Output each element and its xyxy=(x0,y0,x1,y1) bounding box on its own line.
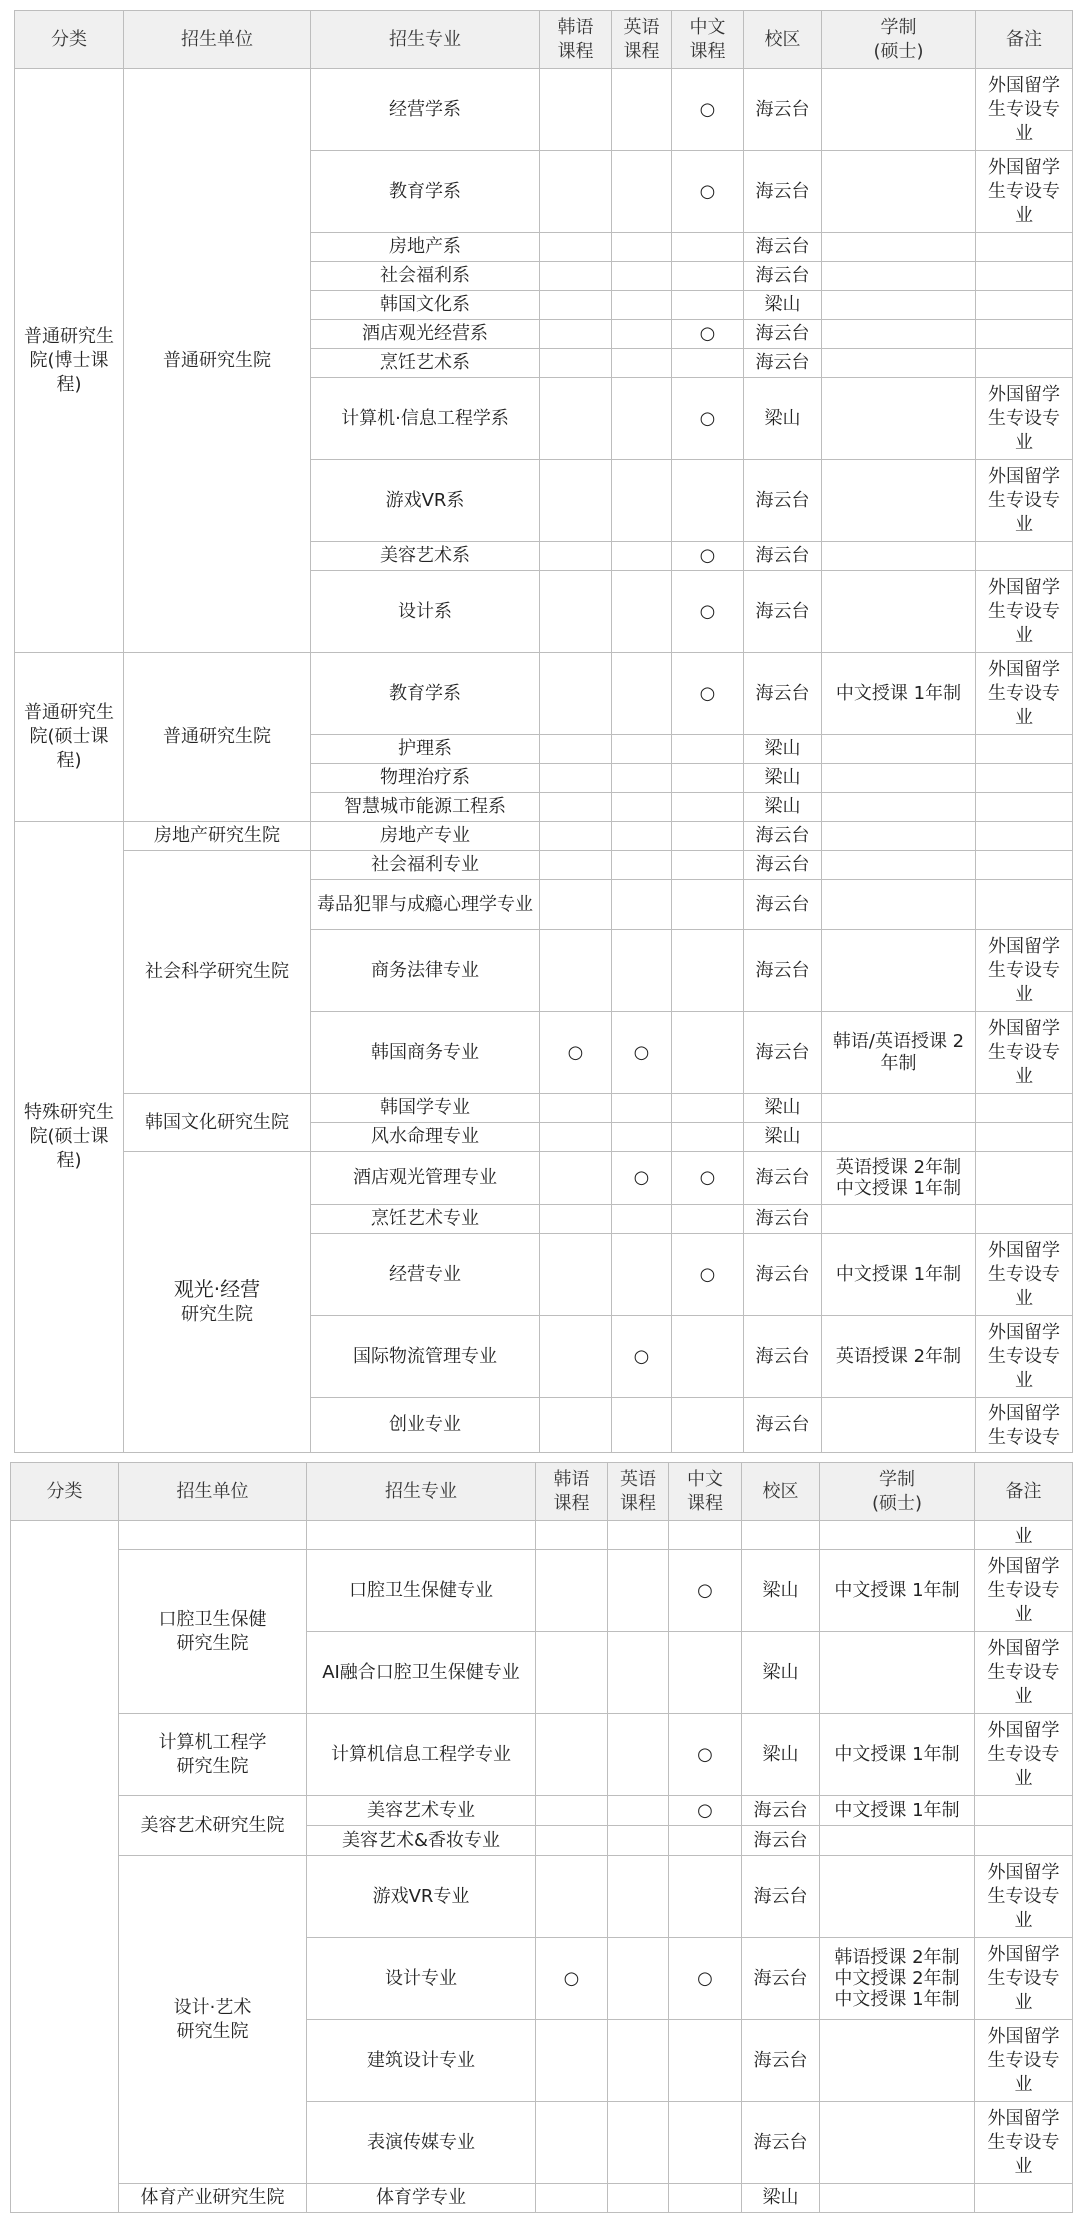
remark-cell: 外国留学生专设专业 xyxy=(976,69,1073,151)
duration-cell xyxy=(822,1152,976,1205)
major-cell: 建筑设计专业 xyxy=(307,2020,536,2102)
major-cell: 游戏VR系 xyxy=(311,460,540,542)
campus-cell: 海云台 xyxy=(744,542,822,571)
campus-cell: 梁山 xyxy=(742,1714,820,1796)
unit-cell: 普通研究生院 xyxy=(124,69,311,653)
program-table-1 xyxy=(14,10,1073,1453)
major-cell: 游戏VR专业 xyxy=(307,1856,536,1938)
header-duration-l1: 学制 xyxy=(880,16,917,38)
remark-cell: 外国留学生专设专业 xyxy=(975,1938,1073,2020)
major-cell: 口腔卫生保健专业 xyxy=(307,1550,536,1632)
english-course-mark: ○ xyxy=(612,1152,672,1205)
header-chinese xyxy=(669,1463,742,1521)
campus-cell: 海云台 xyxy=(744,1234,822,1316)
major-cell: 韩国文化系 xyxy=(311,291,540,320)
major-cell: 毒品犯罪与成瘾心理学专业 xyxy=(311,880,540,930)
duration-line-2: 中文授课 1年制 xyxy=(835,1178,962,1199)
korean-course-mark: ○ xyxy=(540,1012,612,1094)
header-chinese-l2: 课程 xyxy=(689,40,726,62)
major-cell: 韩国商务专业 xyxy=(311,1012,540,1094)
header-korean-l2: 课程 xyxy=(557,40,594,62)
header-english xyxy=(608,1463,669,1521)
header-campus: 校区 xyxy=(742,1463,820,1521)
campus-cell: 海云台 xyxy=(744,851,822,880)
duration-cell: 中文授课 1年制 xyxy=(820,1796,975,1826)
campus-cell: 海云台 xyxy=(744,1205,822,1234)
unit-cell xyxy=(124,1152,311,1453)
campus-cell: 海云台 xyxy=(742,1796,820,1826)
campus-cell: 梁山 xyxy=(744,1123,822,1152)
header-chinese-l1: 中文 xyxy=(687,1468,723,1490)
unit-line-1: 观光·经营 xyxy=(173,1277,261,1301)
duration-line-3: 中文授课 1年制 xyxy=(834,1989,960,2010)
duration-cell: 英语授课 2年制 xyxy=(822,1316,976,1398)
campus-cell: 梁山 xyxy=(742,2184,820,2213)
table-header-row xyxy=(15,11,1073,69)
campus-cell: 梁山 xyxy=(744,764,822,793)
campus-cell: 海云台 xyxy=(744,1316,822,1398)
duration-cell: 中文授课 1年制 xyxy=(820,1714,975,1796)
category-cell: 普通研究生院(博士课程) xyxy=(15,69,124,653)
campus-cell: 海云台 xyxy=(742,1826,820,1856)
major-cell: 计算机信息工程学专业 xyxy=(307,1714,536,1796)
remark-cell: 外国留学生专设专业 xyxy=(975,1632,1073,1714)
category-cell xyxy=(11,1521,119,2213)
major-cell: 创业专业 xyxy=(311,1398,540,1453)
header-korean-l2: 课程 xyxy=(553,1492,590,1514)
campus-cell: 海云台 xyxy=(744,571,822,653)
chinese-course-mark: ○ xyxy=(672,653,744,735)
duration-line-2: 中文授课 2年制 xyxy=(834,1968,960,1989)
major-cell: 物理治疗系 xyxy=(311,764,540,793)
major-cell: 护理系 xyxy=(311,735,540,764)
remark-cell: 外国留学生专设专业 xyxy=(975,1550,1073,1632)
category-cell: 特殊研究生院(硕士课程) xyxy=(15,822,124,1453)
campus-cell: 海云台 xyxy=(742,1938,820,2020)
remark-cell: 外国留学生专设专业 xyxy=(976,1012,1073,1094)
major-cell: 经营专业 xyxy=(311,1234,540,1316)
chinese-course-mark: ○ xyxy=(669,1938,742,2020)
major-cell: 房地产系 xyxy=(311,233,540,262)
header-duration-l2: (硕士) xyxy=(871,1492,923,1514)
header-korean xyxy=(536,1463,608,1521)
table-row xyxy=(11,1796,1073,1826)
chinese-course-mark: ○ xyxy=(672,1234,744,1316)
remark-cell: 外国留学生专设专业 xyxy=(976,460,1073,542)
header-remark: 备注 xyxy=(976,11,1073,69)
unit-cell xyxy=(119,1714,307,1796)
english-course-mark: ○ xyxy=(612,1316,672,1398)
header-duration-l1: 学制 xyxy=(879,1468,915,1490)
major-cell: 设计专业 xyxy=(307,1938,536,2020)
campus-cell: 梁山 xyxy=(744,291,822,320)
header-english-l2: 课程 xyxy=(620,1492,656,1514)
chinese-course-mark: ○ xyxy=(669,1796,742,1826)
unit-cell: 韩国文化研究生院 xyxy=(124,1094,311,1152)
unit-cell xyxy=(119,1550,307,1714)
unit-line-2: 研究生院 xyxy=(176,1755,249,1777)
header-major: 招生专业 xyxy=(311,11,540,69)
table-row xyxy=(11,1550,1073,1632)
major-cell: 烹饪艺术系 xyxy=(311,349,540,378)
table-row xyxy=(11,1714,1073,1796)
chinese-course-mark: ○ xyxy=(672,151,744,233)
campus-cell: 海云台 xyxy=(744,349,822,378)
duration-cell xyxy=(820,1938,975,2020)
header-major: 招生专业 xyxy=(307,1463,536,1521)
unit-line-1: 口腔卫生保健 xyxy=(158,1608,267,1630)
major-cell: AI融合口腔卫生保健专业 xyxy=(307,1632,536,1714)
unit-line-2: 研究生院 xyxy=(176,1632,249,1654)
major-cell: 社会福利专业 xyxy=(311,851,540,880)
header-english-l1: 英语 xyxy=(620,1468,656,1490)
duration-cell: 中文授课 1年制 xyxy=(822,653,976,735)
major-cell: 酒店观光管理专业 xyxy=(311,1152,540,1205)
header-chinese xyxy=(672,11,744,69)
major-cell: 美容艺术专业 xyxy=(307,1796,536,1826)
unit-cell: 社会科学研究生院 xyxy=(124,851,311,1094)
major-cell: 经营学系 xyxy=(311,69,540,151)
campus-cell: 海云台 xyxy=(744,233,822,262)
remark-cell: 外国留学生专设专业 xyxy=(976,151,1073,233)
header-category: 分类 xyxy=(11,1463,119,1521)
chinese-course-mark: ○ xyxy=(672,320,744,349)
header-duration xyxy=(822,11,976,69)
english-course-mark: ○ xyxy=(612,1012,672,1094)
major-cell: 韩国学专业 xyxy=(311,1094,540,1123)
table-row xyxy=(15,851,1073,880)
campus-cell: 梁山 xyxy=(744,793,822,822)
chinese-course-mark: ○ xyxy=(669,1714,742,1796)
major-cell: 房地产专业 xyxy=(311,822,540,851)
chinese-course-mark: ○ xyxy=(672,1152,744,1205)
program-table-2 xyxy=(10,1462,1073,2213)
duration-cell: 韩语/英语授课 2年制 xyxy=(822,1012,976,1094)
major-cell: 教育学系 xyxy=(311,151,540,233)
major-cell: 美容艺术系 xyxy=(311,542,540,571)
major-cell: 社会福利系 xyxy=(311,262,540,291)
campus-cell: 梁山 xyxy=(742,1632,820,1714)
table-row xyxy=(11,2184,1073,2213)
remark-cell: 外国留学生专设专业 xyxy=(976,571,1073,653)
unit-line-1: 设计·艺术 xyxy=(173,1996,252,2018)
remark-cell: 外国留学生专设专业 xyxy=(975,1856,1073,1938)
table-row xyxy=(15,69,1073,151)
campus-cell: 海云台 xyxy=(744,653,822,735)
korean-course-mark: ○ xyxy=(536,1938,608,2020)
remark-cell: 外国留学生专设专 xyxy=(976,1398,1073,1453)
category-cell: 普通研究生院(硕士课程) xyxy=(15,653,124,822)
major-cell: 酒店观光经营系 xyxy=(311,320,540,349)
header-unit: 招生单位 xyxy=(119,1463,307,1521)
table-row xyxy=(15,653,1073,735)
table-row xyxy=(15,822,1073,851)
major-cell: 美容艺术&香妆专业 xyxy=(307,1826,536,1856)
campus-cell: 海云台 xyxy=(744,151,822,233)
chinese-course-mark: ○ xyxy=(672,378,744,460)
header-korean-l1: 韩语 xyxy=(557,16,594,38)
unit-line-2: 研究生院 xyxy=(176,2020,249,2042)
chinese-course-mark: ○ xyxy=(669,1550,742,1632)
header-category: 分类 xyxy=(15,11,124,69)
unit-cell xyxy=(119,1856,307,2184)
header-english-l2: 课程 xyxy=(623,40,660,62)
unit-cell: 普通研究生院 xyxy=(124,653,311,822)
campus-cell: 海云台 xyxy=(744,822,822,851)
major-cell: 表演传媒专业 xyxy=(307,2102,536,2184)
campus-cell: 梁山 xyxy=(744,378,822,460)
campus-cell: 海云台 xyxy=(744,1012,822,1094)
header-duration-l2: (硕士) xyxy=(873,40,924,62)
table-row xyxy=(15,1094,1073,1123)
header-duration xyxy=(820,1463,975,1521)
header-chinese-l1: 中文 xyxy=(689,16,726,38)
remark-cell: 外国留学生专设专业 xyxy=(976,378,1073,460)
chinese-course-mark: ○ xyxy=(672,69,744,151)
header-english xyxy=(612,11,672,69)
header-remark: 备注 xyxy=(975,1463,1073,1521)
unit-cell: 美容艺术研究生院 xyxy=(119,1796,307,1856)
header-korean-l1: 韩语 xyxy=(553,1468,590,1490)
header-campus: 校区 xyxy=(744,11,822,69)
remark-cell: 外国留学生专设专业 xyxy=(976,1234,1073,1316)
campus-cell: 梁山 xyxy=(742,1550,820,1632)
duration-line-1: 英语授课 2年制 xyxy=(835,1157,962,1178)
table-header-row xyxy=(11,1463,1073,1521)
chinese-course-mark: ○ xyxy=(672,542,744,571)
header-english-l1: 英语 xyxy=(623,16,660,38)
remark-cell: 外国留学生专设专业 xyxy=(976,653,1073,735)
major-cell: 体育学专业 xyxy=(307,2184,536,2213)
unit-line-2: 研究生院 xyxy=(181,1304,253,1325)
remark-cell: 外国留学生专设专业 xyxy=(975,2102,1073,2184)
major-cell: 烹饪艺术专业 xyxy=(311,1205,540,1234)
remark-cell: 外国留学生专设专业 xyxy=(975,2020,1073,2102)
campus-cell: 海云台 xyxy=(744,460,822,542)
campus-cell: 海云台 xyxy=(742,1856,820,1938)
major-cell: 商务法律专业 xyxy=(311,930,540,1012)
table-row xyxy=(11,1856,1073,1938)
campus-cell: 海云台 xyxy=(744,262,822,291)
unit-cell: 体育产业研究生院 xyxy=(119,2184,307,2213)
chinese-course-mark: ○ xyxy=(672,571,744,653)
campus-cell: 梁山 xyxy=(744,735,822,764)
table-row xyxy=(11,1521,1073,1550)
header-korean xyxy=(540,11,612,69)
major-cell: 教育学系 xyxy=(311,653,540,735)
header-unit: 招生单位 xyxy=(124,11,311,69)
unit-cell: 房地产研究生院 xyxy=(124,822,311,851)
campus-cell: 海云台 xyxy=(744,930,822,1012)
remark-cell: 外国留学生专设专业 xyxy=(975,1714,1073,1796)
major-cell: 计算机·信息工程学系 xyxy=(311,378,540,460)
campus-cell: 海云台 xyxy=(744,1398,822,1453)
duration-line-1: 韩语授课 2年制 xyxy=(834,1947,960,1968)
remark-cell: 业 xyxy=(975,1521,1073,1550)
campus-cell: 海云台 xyxy=(742,2102,820,2184)
table-row xyxy=(15,1152,1073,1205)
campus-cell: 海云台 xyxy=(744,320,822,349)
campus-cell: 海云台 xyxy=(742,2020,820,2102)
duration-cell: 中文授课 1年制 xyxy=(820,1550,975,1632)
unit-line-1: 计算机工程学 xyxy=(158,1731,267,1753)
duration-cell: 中文授课 1年制 xyxy=(822,1234,976,1316)
major-cell: 风水命理专业 xyxy=(311,1123,540,1152)
remark-cell: 外国留学生专设专业 xyxy=(976,930,1073,1012)
campus-cell: 海云台 xyxy=(744,1152,822,1205)
campus-cell: 梁山 xyxy=(744,1094,822,1123)
major-cell: 设计系 xyxy=(311,571,540,653)
major-cell: 智慧城市能源工程系 xyxy=(311,793,540,822)
remark-cell: 外国留学生专设专业 xyxy=(976,1316,1073,1398)
campus-cell: 海云台 xyxy=(744,880,822,930)
header-chinese-l2: 课程 xyxy=(687,1492,723,1514)
campus-cell: 海云台 xyxy=(744,69,822,151)
major-cell: 国际物流管理专业 xyxy=(311,1316,540,1398)
